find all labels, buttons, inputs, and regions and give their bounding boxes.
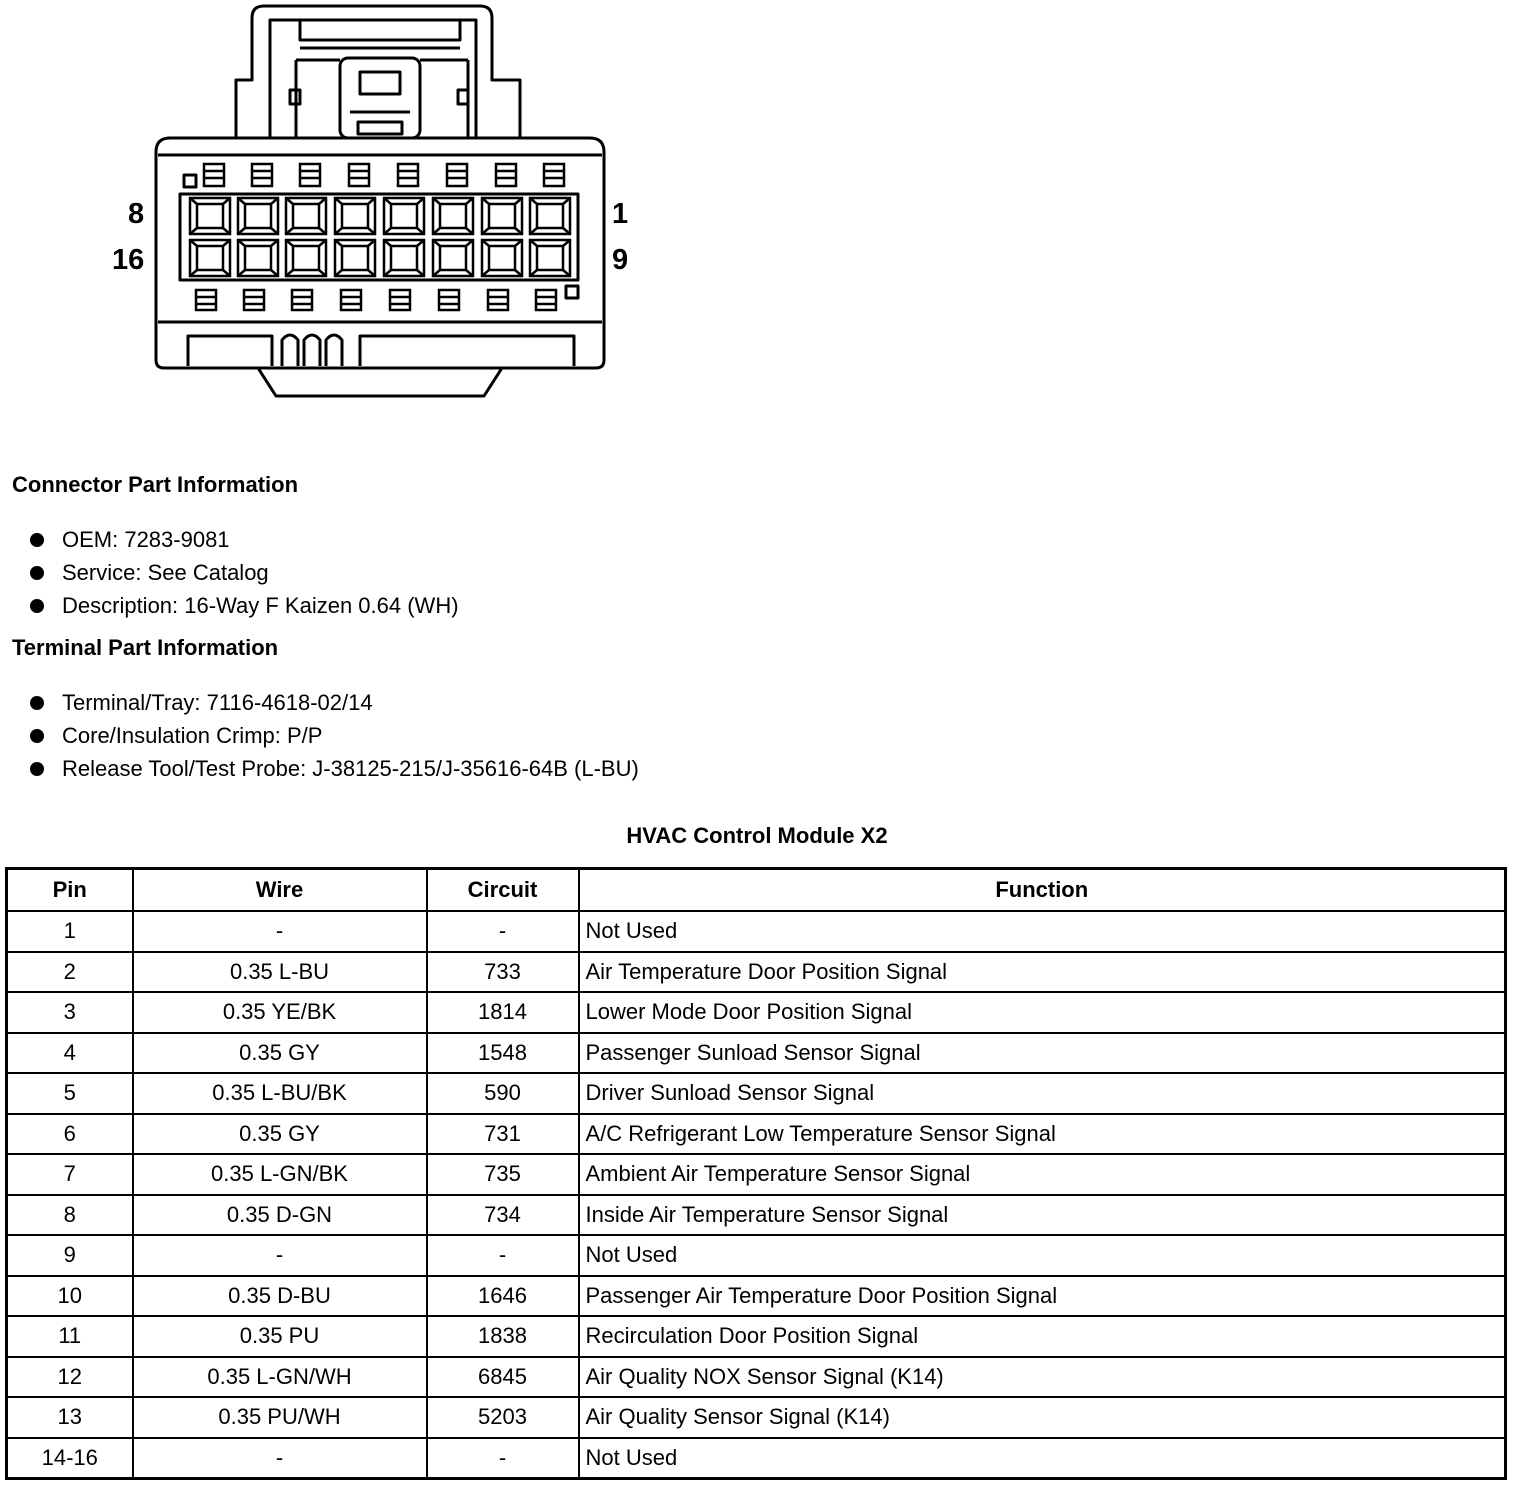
cell-wire: 0.35 PU/WH <box>133 1397 427 1438</box>
list-item-text: Terminal/Tray: 7116-4618-02/14 <box>62 690 373 715</box>
cell-wire: 0.35 PU <box>133 1316 427 1357</box>
cell-pin: 10 <box>7 1276 133 1317</box>
cell-wire: 0.35 L-GN/WH <box>133 1357 427 1398</box>
cell-circuit: - <box>427 1235 579 1276</box>
lock-window <box>244 290 264 310</box>
cell-function: Ambient Air Temperature Sensor Signal <box>579 1154 1506 1195</box>
cell-function: Air Quality NOX Sensor Signal (K14) <box>579 1357 1506 1398</box>
cell-circuit: - <box>427 911 579 952</box>
cell-wire: 0.35 D-BU <box>133 1276 427 1317</box>
cell-circuit: 731 <box>427 1114 579 1155</box>
cell-circuit: 1646 <box>427 1276 579 1317</box>
cell-function: Passenger Air Temperature Door Position Signal <box>579 1276 1506 1317</box>
cell-wire: 0.35 L-GN/BK <box>133 1154 427 1195</box>
lock-window <box>496 164 516 186</box>
table-row <box>7 1073 1506 1114</box>
list-item <box>28 589 459 622</box>
list-item-text: Description: 16-Way F Kaizen 0.64 (WH) <box>62 593 459 618</box>
table-row <box>7 1195 1506 1236</box>
lock-window <box>536 290 556 310</box>
list-item-text: Release Tool/Test Probe: J-38125-215/J-35616-64B (L-BU) <box>62 756 639 781</box>
lock-window <box>488 290 508 310</box>
cell-wire: - <box>133 1438 427 1479</box>
lock-window <box>398 164 418 186</box>
bullet-icon <box>30 729 44 743</box>
cell-circuit: 1548 <box>427 1033 579 1074</box>
table-row <box>7 911 1506 952</box>
list-item-text: Core/Insulation Crimp: P/P <box>62 723 323 748</box>
table-row <box>7 1316 1506 1357</box>
cell-wire: 0.35 GY <box>133 1033 427 1074</box>
list-item <box>28 752 639 785</box>
pin-label-8: 8 <box>128 198 145 230</box>
pin-table-title: HVAC Control Module X2 <box>626 823 888 848</box>
cell-circuit: 1838 <box>427 1316 579 1357</box>
lock-window <box>300 164 320 186</box>
table-row <box>7 1114 1506 1155</box>
lock-window <box>292 290 312 310</box>
lock-window <box>196 290 216 310</box>
connector-part-info-heading: Connector Part Information <box>12 472 299 497</box>
lock-window <box>341 290 361 310</box>
bullet-icon <box>30 696 44 710</box>
lock-window <box>544 164 564 186</box>
table-row <box>7 1276 1506 1317</box>
table-row <box>7 992 1506 1033</box>
bullet-icon <box>30 533 44 547</box>
cell-wire: - <box>133 911 427 952</box>
cell-pin: 4 <box>7 1033 133 1074</box>
cell-function: Lower Mode Door Position Signal <box>579 992 1506 1033</box>
cell-function: A/C Refrigerant Low Temperature Sensor Signal <box>579 1114 1506 1155</box>
cell-circuit: 735 <box>427 1154 579 1195</box>
cell-pin: 2 <box>7 952 133 993</box>
cell-function: Driver Sunload Sensor Signal <box>579 1073 1506 1114</box>
header-function: Function <box>579 869 1506 912</box>
cell-pin: 6 <box>7 1114 133 1155</box>
cell-function: Not Used <box>579 911 1506 952</box>
bullet-icon <box>30 762 44 776</box>
pinout-table <box>5 867 1507 1480</box>
cell-wire: 0.35 L-BU <box>133 952 427 993</box>
cell-circuit: 734 <box>427 1195 579 1236</box>
lock-window <box>447 164 467 186</box>
table-row <box>7 1438 1506 1479</box>
lock-window <box>390 290 410 310</box>
cell-wire: 0.35 GY <box>133 1114 427 1155</box>
list-item <box>28 556 459 589</box>
connector-part-info-list <box>28 523 459 622</box>
cell-circuit: 1814 <box>427 992 579 1033</box>
connector-face-diagram <box>0 0 640 410</box>
table-row <box>7 1397 1506 1438</box>
cell-circuit: - <box>427 1438 579 1479</box>
pin-label-9: 9 <box>612 244 629 276</box>
lock-window <box>439 290 459 310</box>
cell-pin: 8 <box>7 1195 133 1236</box>
list-item <box>28 686 639 719</box>
terminal-part-info-list <box>28 686 639 785</box>
terminal-part-info-heading: Terminal Part Information <box>12 635 279 660</box>
lock-window <box>349 164 369 186</box>
table-row <box>7 1357 1506 1398</box>
bullet-icon <box>30 566 44 580</box>
cell-wire: - <box>133 1235 427 1276</box>
list-item-text: OEM: 7283-9081 <box>62 527 230 552</box>
list-item <box>28 523 459 556</box>
cell-wire: 0.35 YE/BK <box>133 992 427 1033</box>
cell-pin: 11 <box>7 1316 133 1357</box>
cell-pin: 7 <box>7 1154 133 1195</box>
header-circuit: Circuit <box>427 869 579 912</box>
list-item-text: Service: See Catalog <box>62 560 269 585</box>
cell-pin: 14-16 <box>7 1438 133 1479</box>
cell-function: Passenger Sunload Sensor Signal <box>579 1033 1506 1074</box>
cell-pin: 1 <box>7 911 133 952</box>
header-pin: Pin <box>7 869 133 912</box>
lock-window <box>204 164 224 186</box>
cell-function: Not Used <box>579 1235 1506 1276</box>
pin-label-1: 1 <box>612 198 629 230</box>
cell-function: Air Temperature Door Position Signal <box>579 952 1506 993</box>
cell-wire: 0.35 L-BU/BK <box>133 1073 427 1114</box>
pin-label-16: 16 <box>112 244 145 276</box>
cell-circuit: 590 <box>427 1073 579 1114</box>
cell-function: Recirculation Door Position Signal <box>579 1316 1506 1357</box>
cell-pin: 5 <box>7 1073 133 1114</box>
cell-function: Air Quality Sensor Signal (K14) <box>579 1397 1506 1438</box>
cell-circuit: 733 <box>427 952 579 993</box>
cell-function: Inside Air Temperature Sensor Signal <box>579 1195 1506 1236</box>
cell-circuit: 6845 <box>427 1357 579 1398</box>
lock-window <box>252 164 272 186</box>
table-header-row <box>7 869 1506 912</box>
cell-function: Not Used <box>579 1438 1506 1479</box>
table-row <box>7 1033 1506 1074</box>
cell-wire: 0.35 D-GN <box>133 1195 427 1236</box>
bullet-icon <box>30 599 44 613</box>
cell-pin: 12 <box>7 1357 133 1398</box>
cell-pin: 9 <box>7 1235 133 1276</box>
cell-pin: 3 <box>7 992 133 1033</box>
table-row <box>7 1154 1506 1195</box>
table-row <box>7 952 1506 993</box>
header-wire: Wire <box>133 869 427 912</box>
table-row <box>7 1235 1506 1276</box>
cell-circuit: 5203 <box>427 1397 579 1438</box>
list-item <box>28 719 639 752</box>
cell-pin: 13 <box>7 1397 133 1438</box>
